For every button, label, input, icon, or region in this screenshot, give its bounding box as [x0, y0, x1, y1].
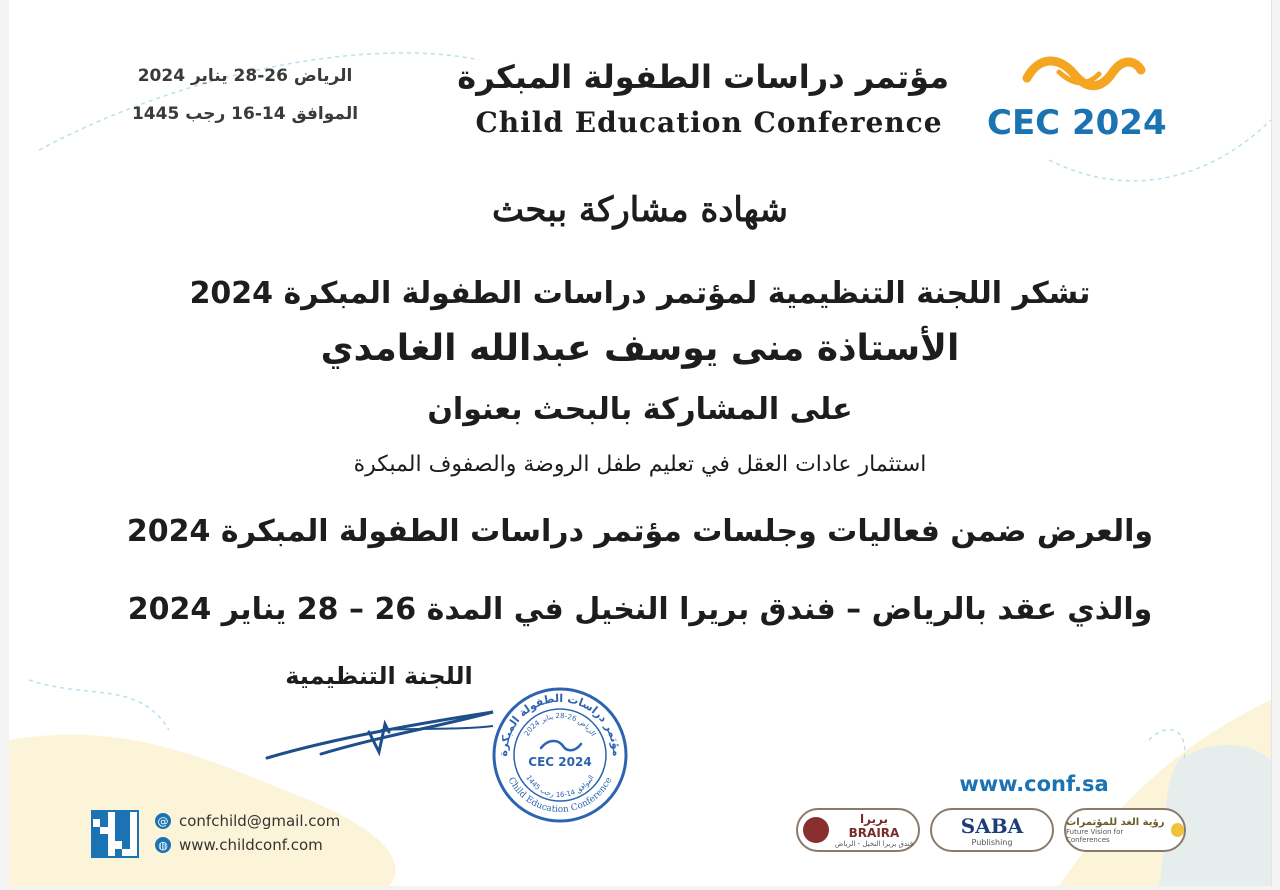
website-link[interactable]: www.conf.sa — [959, 772, 1109, 796]
presentation-line: والعرض ضمن فعاليات وجلسات مؤتمر دراسات الطفولة المبكرة 2024 — [126, 514, 1154, 549]
sponsor-future-vision — [1064, 808, 1186, 852]
stamp-date-ring: الرياض 26-28 يناير 2024 — [522, 711, 598, 738]
stamp-center-text: CEC 2024 — [528, 755, 592, 769]
globe-icon: ◍ — [155, 837, 171, 853]
thanks-line: تشكر اللجنة التنظيمية لمؤتمر دراسات الطفولة المبكرة 2024 — [189, 276, 1091, 311]
certificate-page — [9, 0, 1272, 886]
saba-name: SABA — [960, 813, 1024, 838]
stamp-hijri-ring: الموافق 14-16 رجب 1445 — [524, 773, 596, 800]
recipient-name: الأستاذة منى يوسف عبدالله الغامدي — [320, 328, 960, 369]
participation-line: على المشاركة بالبحث بعنوان — [427, 392, 853, 427]
stamp-english-ring: Child Education Conference — [505, 775, 615, 816]
venue-line: والذي عقد بالرياض – فندق بريرا النخيل في المدة 26 – 28 يناير 2024 — [127, 592, 1153, 627]
cec-logo-icon — [1019, 52, 1149, 100]
future-vision-sub: Future Vision for Conferences — [1066, 827, 1124, 844]
qr-code-icon — [91, 810, 139, 858]
braira-name-en: BRAIRA — [848, 826, 900, 840]
email-text: confchild@gmail.com — [179, 812, 341, 830]
email-contact[interactable] — [155, 812, 340, 830]
conference-title-arabic: مؤتمر دراسات الطفولة المبكرة — [457, 58, 949, 96]
cec-logo-text: CEC 2024 — [987, 103, 1167, 143]
flower-icon — [1171, 823, 1184, 837]
conference-date-hijri: الموافق 14-16 رجب 1445 — [131, 104, 359, 124]
sponsor-braira — [796, 808, 920, 852]
future-vision-name-ar: رؤية الغد للمؤتمرات — [1066, 816, 1165, 828]
braira-sub: فندق بريرا النخيل - الرياض — [834, 840, 914, 848]
site-text: www.childconf.com — [179, 836, 323, 854]
research-title: استثمار عادات العقل في تعليم طفل الروضة والصفوف المبكرة — [353, 452, 927, 477]
conference-stamp — [489, 684, 631, 826]
braira-name-ar: بريرا — [859, 812, 889, 826]
sponsor-saba — [930, 808, 1054, 852]
conference-date-gregorian: الرياض 26-28 يناير 2024 — [137, 66, 353, 86]
at-sign-icon: @ — [155, 813, 171, 829]
signature-label: اللجنة التنظيمية — [285, 662, 473, 690]
braira-tree-icon — [803, 817, 829, 843]
stamp-arabic-ring: مؤتمر دراسات الطفولة المبكرة — [496, 691, 624, 757]
site-contact[interactable] — [155, 836, 323, 854]
signature-image — [261, 706, 501, 766]
saba-sub: Publishing — [971, 837, 1013, 847]
certificate-heading: شهادة مشاركة ببحث — [492, 190, 788, 230]
conference-title-english: Child Education Conference — [475, 106, 943, 139]
